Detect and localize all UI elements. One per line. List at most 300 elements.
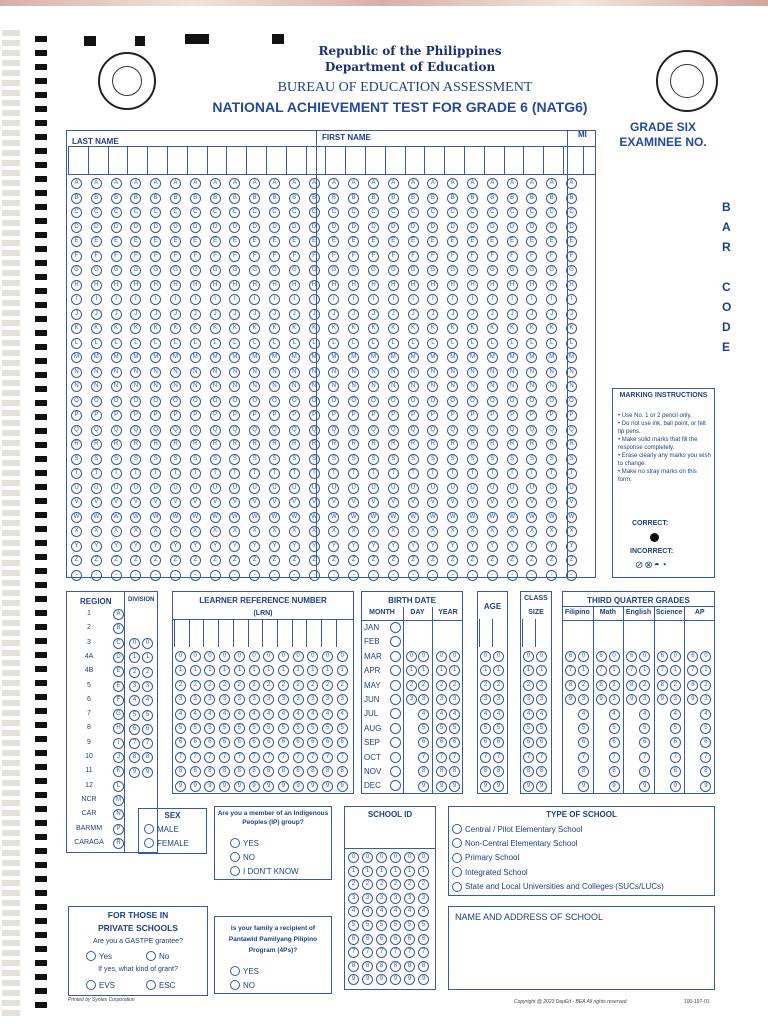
- name-letter-bubble[interactable]: X: [71, 526, 82, 537]
- undefined-bubble[interactable]: 3: [536, 694, 547, 705]
- name-letter-bubble[interactable]: G: [111, 265, 122, 276]
- name-letter-bubble[interactable]: K: [91, 323, 102, 334]
- grade-ones-bubble[interactable]: 2: [609, 680, 620, 691]
- undefined-bubble[interactable]: 1: [263, 665, 274, 676]
- name-letter-bubble[interactable]: J: [427, 309, 438, 320]
- name-letter-bubble[interactable]: G: [269, 265, 280, 276]
- name-letter-bubble[interactable]: W: [427, 512, 438, 523]
- undefined-bubble[interactable]: 5: [480, 723, 491, 734]
- name-letter-bubble[interactable]: E: [447, 236, 458, 247]
- name-letter-bubble[interactable]: A: [289, 178, 300, 189]
- name-letter-bubble[interactable]: P: [447, 410, 458, 421]
- day-bubble[interactable]: 0: [406, 651, 417, 662]
- year-bubble[interactable]: 9: [436, 781, 447, 792]
- name-letter-bubble[interactable]: Z: [309, 555, 320, 566]
- undefined-bubble[interactable]: 3: [249, 694, 260, 705]
- grade-ones-bubble[interactable]: 0: [670, 651, 681, 662]
- day-bubble[interactable]: 1: [406, 665, 417, 676]
- name-letter-bubble[interactable]: Z: [546, 555, 557, 566]
- name-letter-bubble[interactable]: E: [210, 236, 221, 247]
- name-letter-bubble[interactable]: M: [309, 352, 320, 363]
- region-bubble[interactable]: B: [113, 623, 124, 634]
- undefined-bubble[interactable]: 9: [322, 781, 333, 792]
- name-letter-bubble[interactable]: V: [467, 497, 478, 508]
- name-letter-bubble[interactable]: M: [269, 352, 280, 363]
- name-letter-bubble[interactable]: T: [526, 468, 537, 479]
- name-letter-bubble[interactable]: A: [328, 178, 339, 189]
- name-letter-bubble[interactable]: Z: [289, 555, 300, 566]
- division-bubble[interactable]: 1: [142, 652, 153, 663]
- undefined-bubble[interactable]: 2: [219, 680, 230, 691]
- name-letter-bubble[interactable]: R: [170, 439, 181, 450]
- name-letter-bubble[interactable]: Ñ: [348, 381, 359, 392]
- name-letter-bubble[interactable]: -: [210, 570, 221, 581]
- name-letter-bubble[interactable]: N: [71, 367, 82, 378]
- name-letter-bubble[interactable]: O: [269, 396, 280, 407]
- name-letter-bubble[interactable]: Z: [507, 555, 518, 566]
- undefined-bubble[interactable]: 4: [175, 709, 186, 720]
- undefined-bubble[interactable]: 6: [278, 737, 289, 748]
- ip-yes-option[interactable]: [230, 838, 259, 848]
- undefined-bubble[interactable]: 8: [307, 766, 318, 777]
- school-id-bubble[interactable]: 2: [348, 879, 359, 890]
- name-letter-bubble[interactable]: L: [71, 338, 82, 349]
- undefined-bubble[interactable]: 1: [234, 665, 245, 676]
- name-letter-bubble[interactable]: B: [289, 193, 300, 204]
- undefined-bubble[interactable]: 2: [263, 680, 274, 691]
- undefined-bubble[interactable]: 2: [249, 680, 260, 691]
- name-letter-bubble[interactable]: I: [566, 294, 577, 305]
- name-letter-bubble[interactable]: Ñ: [289, 381, 300, 392]
- undefined-bubble[interactable]: 0: [322, 651, 333, 662]
- name-letter-bubble[interactable]: R: [309, 439, 320, 450]
- name-letter-bubble[interactable]: N: [408, 367, 419, 378]
- name-letter-bubble[interactable]: K: [467, 323, 478, 334]
- name-letter-bubble[interactable]: Q: [388, 425, 399, 436]
- name-letter-bubble[interactable]: P: [150, 410, 161, 421]
- name-letter-bubble[interactable]: V: [71, 497, 82, 508]
- school-id-bubble[interactable]: 3: [348, 893, 359, 904]
- name-letter-bubble[interactable]: L: [408, 338, 419, 349]
- year-bubble[interactable]: 4: [449, 709, 460, 720]
- name-letter-bubble[interactable]: K: [130, 323, 141, 334]
- radio-bubble-icon[interactable]: [230, 980, 240, 990]
- undefined-bubble[interactable]: 6: [480, 737, 491, 748]
- name-letter-bubble[interactable]: I: [269, 294, 280, 305]
- school-id-bubble[interactable]: 8: [348, 961, 359, 972]
- school-id-bubble[interactable]: 4: [404, 906, 415, 917]
- undefined-bubble[interactable]: 0: [536, 651, 547, 662]
- name-letter-bubble[interactable]: J: [309, 309, 320, 320]
- name-letter-bubble[interactable]: V: [269, 497, 280, 508]
- name-letter-bubble[interactable]: W: [150, 512, 161, 523]
- grade-ones-bubble[interactable]: 6: [609, 737, 620, 748]
- school-id-bubble[interactable]: 9: [418, 974, 429, 985]
- name-letter-bubble[interactable]: M: [249, 352, 260, 363]
- name-letter-bubble[interactable]: X: [388, 526, 399, 537]
- name-letter-bubble[interactable]: D: [111, 222, 122, 233]
- name-letter-bubble[interactable]: Ñ: [368, 381, 379, 392]
- name-letter-bubble[interactable]: L: [111, 338, 122, 349]
- region-bubble[interactable]: J: [113, 752, 124, 763]
- undefined-bubble[interactable]: 0: [249, 651, 260, 662]
- name-letter-bubble[interactable]: E: [348, 236, 359, 247]
- grade-tens-bubble[interactable]: 9: [565, 694, 576, 705]
- name-letter-bubble[interactable]: Z: [408, 555, 419, 566]
- name-letter-bubble[interactable]: U: [467, 483, 478, 494]
- name-letter-bubble[interactable]: Ñ: [467, 381, 478, 392]
- school-id-bubble[interactable]: 5: [418, 920, 429, 931]
- name-letter-bubble[interactable]: F: [427, 251, 438, 262]
- name-letter-bubble[interactable]: D: [507, 222, 518, 233]
- undefined-bubble[interactable]: 3: [307, 694, 318, 705]
- undefined-bubble[interactable]: 5: [493, 723, 504, 734]
- school-type-option[interactable]: [452, 867, 528, 877]
- name-letter-bubble[interactable]: B: [190, 193, 201, 204]
- name-letter-bubble[interactable]: I: [388, 294, 399, 305]
- name-letter-bubble[interactable]: T: [447, 468, 458, 479]
- name-letter-bubble[interactable]: E: [467, 236, 478, 247]
- name-letter-bubble[interactable]: C: [328, 207, 339, 218]
- name-letter-bubble[interactable]: P: [190, 410, 201, 421]
- school-id-bubble[interactable]: 5: [390, 920, 401, 931]
- school-id-bubble[interactable]: 6: [348, 934, 359, 945]
- name-letter-bubble[interactable]: Z: [170, 555, 181, 566]
- name-letter-bubble[interactable]: D: [467, 222, 478, 233]
- name-letter-bubble[interactable]: C: [309, 207, 320, 218]
- year-bubble[interactable]: 0: [436, 651, 447, 662]
- name-letter-bubble[interactable]: Y: [526, 541, 537, 552]
- name-letter-bubble[interactable]: K: [150, 323, 161, 334]
- name-letter-bubble[interactable]: C: [467, 207, 478, 218]
- name-letter-bubble[interactable]: T: [368, 468, 379, 479]
- name-letter-bubble[interactable]: P: [507, 410, 518, 421]
- undefined-bubble[interactable]: 5: [263, 723, 274, 734]
- name-letter-bubble[interactable]: V: [388, 497, 399, 508]
- undefined-bubble[interactable]: 0: [480, 651, 491, 662]
- grade-ones-bubble[interactable]: 6: [578, 737, 589, 748]
- name-letter-bubble[interactable]: M: [210, 352, 221, 363]
- name-letter-bubble[interactable]: W: [289, 512, 300, 523]
- name-letter-bubble[interactable]: L: [269, 338, 280, 349]
- name-letter-bubble[interactable]: T: [150, 468, 161, 479]
- name-letter-bubble[interactable]: X: [566, 526, 577, 537]
- name-letter-bubble[interactable]: -: [309, 570, 320, 581]
- undefined-bubble[interactable]: 9: [536, 781, 547, 792]
- name-letter-bubble[interactable]: Y: [269, 541, 280, 552]
- name-letter-bubble[interactable]: -: [467, 570, 478, 581]
- undefined-bubble[interactable]: 1: [337, 665, 348, 676]
- undefined-bubble[interactable]: 4: [219, 709, 230, 720]
- name-letter-bubble[interactable]: Y: [348, 541, 359, 552]
- name-letter-bubble[interactable]: X: [368, 526, 379, 537]
- undefined-bubble[interactable]: 4: [523, 709, 534, 720]
- name-letter-bubble[interactable]: B: [111, 193, 122, 204]
- name-letter-bubble[interactable]: U: [427, 483, 438, 494]
- name-letter-bubble[interactable]: G: [348, 265, 359, 276]
- name-letter-bubble[interactable]: R: [546, 439, 557, 450]
- name-letter-bubble[interactable]: H: [309, 280, 320, 291]
- name-letter-bubble[interactable]: B: [71, 193, 82, 204]
- name-letter-bubble[interactable]: E: [249, 236, 260, 247]
- name-letter-bubble[interactable]: U: [111, 483, 122, 494]
- name-letter-bubble[interactable]: J: [388, 309, 399, 320]
- school-id-bubble[interactable]: 9: [348, 974, 359, 985]
- name-letter-bubble[interactable]: P: [348, 410, 359, 421]
- name-letter-bubble[interactable]: F: [467, 251, 478, 262]
- name-letter-bubble[interactable]: S: [170, 454, 181, 465]
- name-letter-bubble[interactable]: R: [249, 439, 260, 450]
- undefined-bubble[interactable]: 3: [263, 694, 274, 705]
- undefined-bubble[interactable]: 9: [175, 781, 186, 792]
- undefined-bubble[interactable]: 7: [204, 752, 215, 763]
- name-letter-bubble[interactable]: M: [427, 352, 438, 363]
- grade-ones-bubble[interactable]: 7: [639, 752, 650, 763]
- name-letter-bubble[interactable]: L: [507, 338, 518, 349]
- name-letter-bubble[interactable]: H: [190, 280, 201, 291]
- name-letter-bubble[interactable]: L: [427, 338, 438, 349]
- undefined-bubble[interactable]: 6: [337, 737, 348, 748]
- name-letter-bubble[interactable]: J: [487, 309, 498, 320]
- name-letter-bubble[interactable]: S: [507, 454, 518, 465]
- undefined-bubble[interactable]: 4: [278, 709, 289, 720]
- name-letter-bubble[interactable]: O: [130, 396, 141, 407]
- name-letter-bubble[interactable]: S: [150, 454, 161, 465]
- name-letter-bubble[interactable]: F: [269, 251, 280, 262]
- name-letter-bubble[interactable]: Z: [249, 555, 260, 566]
- undefined-bubble[interactable]: 0: [293, 651, 304, 662]
- undefined-bubble[interactable]: 2: [337, 680, 348, 691]
- name-letter-bubble[interactable]: X: [111, 526, 122, 537]
- name-letter-bubble[interactable]: U: [368, 483, 379, 494]
- name-letter-bubble[interactable]: Y: [111, 541, 122, 552]
- name-letter-bubble[interactable]: B: [507, 193, 518, 204]
- name-letter-bubble[interactable]: A: [348, 178, 359, 189]
- name-letter-bubble[interactable]: Q: [348, 425, 359, 436]
- name-letter-bubble[interactable]: C: [546, 207, 557, 218]
- name-letter-bubble[interactable]: V: [249, 497, 260, 508]
- school-id-bubble[interactable]: 5: [348, 920, 359, 931]
- name-letter-bubble[interactable]: I: [71, 294, 82, 305]
- name-letter-bubble[interactable]: C: [71, 207, 82, 218]
- grade-ones-bubble[interactable]: 4: [609, 709, 620, 720]
- name-letter-bubble[interactable]: A: [190, 178, 201, 189]
- undefined-bubble[interactable]: 2: [175, 680, 186, 691]
- name-letter-bubble[interactable]: V: [130, 497, 141, 508]
- name-letter-bubble[interactable]: J: [328, 309, 339, 320]
- undefined-bubble[interactable]: 4: [190, 709, 201, 720]
- name-letter-bubble[interactable]: V: [487, 497, 498, 508]
- undefined-bubble[interactable]: 6: [523, 737, 534, 748]
- name-letter-bubble[interactable]: X: [408, 526, 419, 537]
- undefined-bubble[interactable]: 4: [480, 709, 491, 720]
- division-bubble[interactable]: 7: [129, 738, 140, 749]
- name-letter-bubble[interactable]: P: [130, 410, 141, 421]
- grade-ones-bubble[interactable]: 9: [639, 781, 650, 792]
- name-letter-bubble[interactable]: E: [111, 236, 122, 247]
- year-bubble[interactable]: 1: [436, 665, 447, 676]
- name-letter-bubble[interactable]: N: [130, 367, 141, 378]
- school-type-option[interactable]: [452, 824, 582, 834]
- division-bubble[interactable]: 3: [129, 681, 140, 692]
- name-letter-bubble[interactable]: A: [111, 178, 122, 189]
- school-id-bubble[interactable]: 8: [390, 961, 401, 972]
- name-letter-bubble[interactable]: E: [91, 236, 102, 247]
- name-letter-bubble[interactable]: F: [328, 251, 339, 262]
- name-letter-bubble[interactable]: E: [130, 236, 141, 247]
- name-letter-bubble[interactable]: S: [487, 454, 498, 465]
- name-letter-bubble[interactable]: P: [91, 410, 102, 421]
- name-letter-bubble[interactable]: K: [348, 323, 359, 334]
- grade-ones-bubble[interactable]: 3: [670, 694, 681, 705]
- year-bubble[interactable]: 7: [449, 752, 460, 763]
- undefined-bubble[interactable]: 5: [337, 723, 348, 734]
- name-letter-bubble[interactable]: S: [526, 454, 537, 465]
- name-letter-bubble[interactable]: Z: [487, 555, 498, 566]
- grade-ones-bubble[interactable]: 2: [578, 680, 589, 691]
- name-letter-bubble[interactable]: X: [467, 526, 478, 537]
- region-bubble[interactable]: L: [113, 781, 124, 792]
- name-letter-bubble[interactable]: X: [447, 526, 458, 537]
- name-letter-bubble[interactable]: S: [210, 454, 221, 465]
- name-letter-bubble[interactable]: -: [229, 570, 240, 581]
- name-letter-bubble[interactable]: N: [447, 367, 458, 378]
- grade-ones-bubble[interactable]: 9: [670, 781, 681, 792]
- name-letter-bubble[interactable]: J: [150, 309, 161, 320]
- name-letter-bubble[interactable]: F: [526, 251, 537, 262]
- grade-ones-bubble[interactable]: 4: [670, 709, 681, 720]
- name-letter-bubble[interactable]: U: [388, 483, 399, 494]
- name-letter-bubble[interactable]: U: [408, 483, 419, 494]
- name-letter-bubble[interactable]: V: [526, 497, 537, 508]
- undefined-bubble[interactable]: 1: [175, 665, 186, 676]
- name-letter-bubble[interactable]: L: [566, 338, 577, 349]
- name-letter-bubble[interactable]: P: [427, 410, 438, 421]
- undefined-bubble[interactable]: 3: [493, 694, 504, 705]
- name-letter-bubble[interactable]: U: [487, 483, 498, 494]
- name-letter-bubble[interactable]: T: [229, 468, 240, 479]
- undefined-bubble[interactable]: 2: [523, 680, 534, 691]
- name-letter-bubble[interactable]: Q: [150, 425, 161, 436]
- name-letter-bubble[interactable]: J: [467, 309, 478, 320]
- name-letter-bubble[interactable]: Ñ: [566, 381, 577, 392]
- undefined-bubble[interactable]: 8: [322, 766, 333, 777]
- name-letter-bubble[interactable]: Ñ: [229, 381, 240, 392]
- day-bubble[interactable]: 0: [418, 651, 429, 662]
- name-letter-bubble[interactable]: W: [309, 512, 320, 523]
- undefined-bubble[interactable]: 2: [493, 680, 504, 691]
- name-letter-bubble[interactable]: Ñ: [526, 381, 537, 392]
- name-letter-bubble[interactable]: U: [328, 483, 339, 494]
- fourps-yes-option[interactable]: [230, 966, 259, 976]
- name-letter-bubble[interactable]: J: [71, 309, 82, 320]
- school-id-bubble[interactable]: 9: [404, 974, 415, 985]
- name-letter-bubble[interactable]: Y: [190, 541, 201, 552]
- undefined-bubble[interactable]: 5: [234, 723, 245, 734]
- name-letter-bubble[interactable]: E: [526, 236, 537, 247]
- name-letter-bubble[interactable]: Ñ: [427, 381, 438, 392]
- undefined-bubble[interactable]: 8: [337, 766, 348, 777]
- school-id-bubble[interactable]: 3: [404, 893, 415, 904]
- undefined-bubble[interactable]: 2: [234, 680, 245, 691]
- name-letter-bubble[interactable]: K: [546, 323, 557, 334]
- undefined-bubble[interactable]: 0: [190, 651, 201, 662]
- name-letter-bubble[interactable]: Ñ: [71, 381, 82, 392]
- name-letter-bubble[interactable]: K: [368, 323, 379, 334]
- name-letter-bubble[interactable]: U: [348, 483, 359, 494]
- name-letter-bubble[interactable]: Y: [130, 541, 141, 552]
- undefined-bubble[interactable]: 3: [175, 694, 186, 705]
- name-letter-bubble[interactable]: L: [289, 338, 300, 349]
- region-bubble[interactable]: E: [113, 681, 124, 692]
- grade-ones-bubble[interactable]: 8: [700, 766, 711, 777]
- undefined-bubble[interactable]: 4: [337, 709, 348, 720]
- day-bubble[interactable]: 4: [418, 709, 429, 720]
- undefined-bubble[interactable]: 5: [293, 723, 304, 734]
- name-letter-bubble[interactable]: N: [526, 367, 537, 378]
- grade-tens-bubble[interactable]: 8: [657, 680, 668, 691]
- name-letter-bubble[interactable]: F: [566, 251, 577, 262]
- name-letter-bubble[interactable]: Ñ: [507, 381, 518, 392]
- name-letter-bubble[interactable]: P: [111, 410, 122, 421]
- name-letter-bubble[interactable]: J: [289, 309, 300, 320]
- name-letter-bubble[interactable]: Y: [249, 541, 260, 552]
- name-letter-bubble[interactable]: V: [546, 497, 557, 508]
- name-letter-bubble[interactable]: O: [91, 396, 102, 407]
- name-letter-bubble[interactable]: A: [249, 178, 260, 189]
- name-letter-bubble[interactable]: E: [487, 236, 498, 247]
- undefined-bubble[interactable]: 9: [190, 781, 201, 792]
- name-letter-bubble[interactable]: B: [467, 193, 478, 204]
- name-letter-bubble[interactable]: A: [427, 178, 438, 189]
- school-id-bubble[interactable]: 5: [362, 920, 373, 931]
- undefined-bubble[interactable]: 6: [293, 737, 304, 748]
- name-letter-bubble[interactable]: W: [408, 512, 419, 523]
- name-letter-bubble[interactable]: H: [111, 280, 122, 291]
- name-letter-bubble[interactable]: -: [427, 570, 438, 581]
- region-bubble[interactable]: I: [113, 738, 124, 749]
- undefined-bubble[interactable]: 9: [337, 781, 348, 792]
- name-letter-bubble[interactable]: Q: [249, 425, 260, 436]
- division-bubble[interactable]: 8: [129, 752, 140, 763]
- name-letter-bubble[interactable]: V: [348, 497, 359, 508]
- name-letter-bubble[interactable]: N: [150, 367, 161, 378]
- school-id-bubble[interactable]: 4: [390, 906, 401, 917]
- name-letter-bubble[interactable]: V: [368, 497, 379, 508]
- undefined-bubble[interactable]: 1: [536, 665, 547, 676]
- name-letter-bubble[interactable]: M: [289, 352, 300, 363]
- name-letter-bubble[interactable]: K: [71, 323, 82, 334]
- grade-ones-bubble[interactable]: 2: [639, 680, 650, 691]
- name-letter-bubble[interactable]: D: [289, 222, 300, 233]
- name-letter-bubble[interactable]: W: [368, 512, 379, 523]
- name-letter-bubble[interactable]: G: [388, 265, 399, 276]
- name-letter-bubble[interactable]: E: [71, 236, 82, 247]
- undefined-bubble[interactable]: 7: [249, 752, 260, 763]
- name-letter-bubble[interactable]: Q: [467, 425, 478, 436]
- name-letter-bubble[interactable]: E: [309, 236, 320, 247]
- undefined-bubble[interactable]: 0: [493, 651, 504, 662]
- name-letter-bubble[interactable]: D: [566, 222, 577, 233]
- radio-bubble-icon[interactable]: [144, 824, 154, 834]
- name-letter-bubble[interactable]: J: [408, 309, 419, 320]
- name-letter-bubble[interactable]: I: [210, 294, 221, 305]
- school-id-bubble[interactable]: 7: [376, 947, 387, 958]
- name-letter-bubble[interactable]: Q: [368, 425, 379, 436]
- name-letter-bubble[interactable]: I: [289, 294, 300, 305]
- grade-ones-bubble[interactable]: 9: [578, 781, 589, 792]
- name-letter-bubble[interactable]: M: [71, 352, 82, 363]
